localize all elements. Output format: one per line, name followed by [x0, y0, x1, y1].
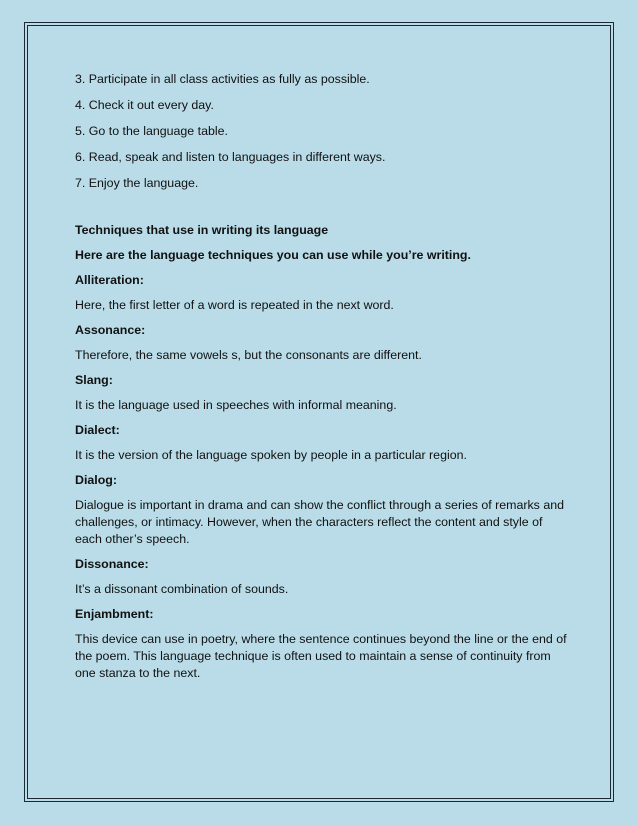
definition-dialog: Dialogue is important in drama and can show the conflict through a series of remarks and challenges, or intimacy. However, when the characters reflect the content and style of each other’s speech.	[75, 498, 564, 546]
term-dialog: Dialog:	[75, 473, 117, 487]
list-item: 6. Read, speak and listen to languages in different ways.	[75, 150, 386, 164]
section-intro: Here are the language techniques you can use while you’re writing.	[75, 248, 471, 262]
list-item: 5. Go to the language table.	[75, 124, 228, 138]
definition-enjambment: This device can use in poetry, where the sentence continues beyond the line or the end of the poem. This language technique is often used to maintain a sense of continuity from one stanza to the next.	[75, 632, 567, 680]
section-heading: Techniques that use in writing its language	[75, 223, 329, 237]
term-alliteration: Alliteration:	[75, 273, 144, 287]
term-assonance: Assonance:	[75, 323, 146, 337]
list-item: 7. Enjoy the language.	[75, 176, 199, 190]
definition-slang: It is the language used in speeches with informal meaning.	[75, 398, 397, 412]
document-body	[75, 71, 570, 690]
term-dialect: Dialect:	[75, 423, 120, 437]
term-enjambment: Enjambment:	[75, 607, 154, 621]
definition-alliteration: Here, the first letter of a word is repeated in the next word.	[75, 298, 394, 312]
list-item: 4. Check it out every day.	[75, 98, 214, 112]
list-item: 3. Participate in all class activities as fully as possible.	[75, 72, 370, 86]
definition-assonance: Therefore, the same vowels s, but the consonants are different.	[75, 348, 422, 362]
term-slang: Slang:	[75, 373, 113, 387]
term-dissonance: Dissonance:	[75, 557, 149, 571]
spacer	[75, 201, 570, 222]
definition-dissonance: It’s a dissonant combination of sounds.	[75, 582, 289, 596]
definition-dialect: It is the version of the language spoken by people in a particular region.	[75, 448, 467, 462]
